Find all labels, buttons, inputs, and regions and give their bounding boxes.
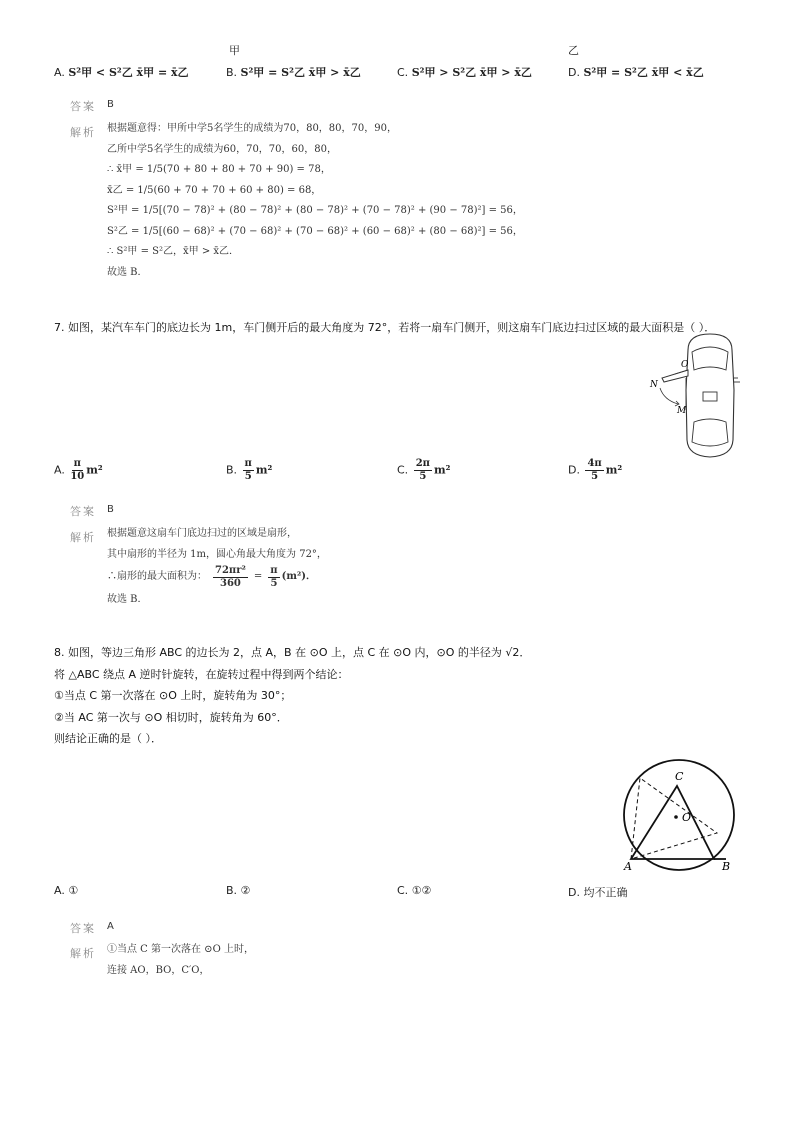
q6-option-d-text: S²甲 = S²乙 x̄甲 < x̄乙: [583, 66, 704, 79]
q6-solution-line: x̄乙 = 1/5(60 + 70 + 70 + 60 + 80) = 68，: [107, 184, 322, 196]
q8-stem-line: 则结论正确的是（ ）．: [54, 732, 162, 745]
q7-option-c[interactable]: C. $\frac{2\pi}{5}$ m²: [397, 458, 451, 482]
q8-stem-line: 将 △ABC 绕点 A 逆时针旋转，在旋转过程中得到两个结论：: [54, 667, 349, 681]
q8-option-c[interactable]: C. ①②: [397, 884, 432, 897]
circle-triangle-figure: [610, 758, 750, 878]
q6-answer: B: [107, 99, 114, 110]
q8-solution: [107, 940, 254, 981]
q7-area-rhs-frac: $\frac{\pi}{5}$: [270, 565, 278, 589]
q6-solution-line: 故选 B．: [107, 266, 148, 278]
q6-answer-label: 答案: [70, 100, 96, 113]
fig-o-label: O: [682, 811, 692, 824]
q7-solution-area-line: ∴扇形的最大面积为： $\frac{\text{72πr²}}{360}$ = $\frac{\pi}{5}$ (m²)．: [107, 565, 317, 589]
q7-solution-line: 故选 B．: [107, 594, 148, 605]
q7-solution: [107, 524, 327, 611]
q7-option-d-frac: $\frac{4\pi}{5}$: [587, 458, 602, 482]
jia-label: 甲: [229, 44, 240, 57]
car-door-figure: [640, 330, 750, 465]
fig-a-label: A: [624, 860, 632, 873]
q7-solution-line: 其中扇形的半径为 1m，圆心角最大角度为 72°，: [107, 548, 327, 560]
q7-answer-label: 答案: [70, 505, 96, 518]
q6-solution-line: ∴ x̄甲 = 1/5(70 + 80 + 80 + 70 + 90) = 78，: [107, 164, 331, 175]
q6-solution-line: 乙所中学5名学生的成绩为60，70，70，60，80，: [107, 143, 337, 155]
q8-stem-line: ②当 AC 第一次与 ⊙O 相切时，旋转角为 60°．: [54, 710, 288, 724]
q6-option-d[interactable]: D. S²甲 = S²乙 x̄甲 < x̄乙: [568, 66, 704, 79]
q8-option-b[interactable]: B. ②: [226, 884, 251, 897]
q6-solution-line: S²乙 = 1/5[(60 − 68)² + (70 − 68)² + (70 − 68)² + (60 − 68)² + (80 − 68)²] = 56，: [107, 225, 523, 237]
q7-option-b[interactable]: B. $\frac{\pi}{5}$ m²: [226, 458, 273, 482]
q6-solution-line: ∴ S²甲 = S²乙，x̄甲 > x̄乙．: [107, 246, 240, 257]
q8-option-a[interactable]: A. ①: [54, 884, 79, 897]
q6-option-a-text: S²甲 < S²乙 x̄甲 = x̄乙: [68, 66, 189, 79]
fig-o-label: O: [681, 360, 689, 370]
q7-analysis-label: 解析: [70, 531, 96, 544]
q8-stem-line: 8. 如图，等边三角形 ABC 的边长为 2，点 A，B 在 ⊙O 上，点 C 在 ⊙O 内，⊙O 的半径为 √2．: [54, 646, 531, 659]
q8-solution-line: ①当点 C 第一次落在 ⊙O 上时，: [107, 944, 254, 955]
q8-analysis-label: 解析: [70, 947, 96, 960]
q7-option-a[interactable]: A. $\frac{\pi}{10}$ m²: [54, 458, 103, 482]
q6-option-b-text: S²甲 = S²乙 x̄甲 > x̄乙: [240, 66, 361, 79]
q8-answer-label: 答案: [70, 922, 96, 935]
q8-stem-line: ①当点 C 第一次落在 ⊙O 上时，旋转角为 30°；: [54, 689, 292, 702]
q6-solution-line: S²甲 = 1/5[(70 − 78)² + (80 − 78)² + (80 − 78)² + (70 − 78)² + (90 − 78)²] = 56，: [107, 205, 523, 216]
q6-solution: [107, 119, 523, 283]
q7-option-c-frac: $\frac{2\pi}{5}$: [415, 458, 430, 482]
yi-label: 乙: [568, 44, 579, 57]
q7-option-a-frac: $\frac{\pi}{10}$: [70, 458, 85, 482]
fig-m-label: M: [677, 406, 687, 416]
q7-stem: 7. 如图，某汽车车门的底边长为 1m，车门侧开后的最大角度为 72°，若将一扇车门侧开，则这扇车门底边扫过区域的最大面积是（ ）．: [54, 321, 716, 334]
q7-answer: B: [107, 504, 114, 515]
q7-area-frac: $\frac{\text{72πr²}}{360}$: [215, 565, 246, 589]
q7-option-b-frac: $\frac{\pi}{5}$: [244, 458, 252, 482]
q6-option-a[interactable]: A. S²甲 < S²乙 x̄甲 = x̄乙: [54, 66, 189, 79]
fig-c-label: C: [675, 770, 684, 783]
q6-option-c-text: S²甲 > S²乙 x̄甲 > x̄乙: [411, 66, 532, 79]
fig-n-label: N: [650, 380, 658, 390]
q6-option-b[interactable]: B. S²甲 = S²乙 x̄甲 > x̄乙: [226, 66, 361, 79]
q8-solution-line: 连接 AO，BO，C′O，: [107, 964, 210, 976]
q8-stem: [54, 642, 530, 750]
q6-solution-line: 根据题意得：甲所中学5名学生的成绩为70，80，80，70，90，: [107, 123, 397, 134]
q7-solution-line: 根据题意这扇车门底边扫过的区域是扇形，: [107, 528, 297, 539]
q8-option-d[interactable]: D. 均不正确: [568, 886, 628, 899]
q6-analysis-label: 解析: [70, 126, 96, 139]
fig-b-label: B: [722, 860, 731, 873]
q8-answer: A: [107, 921, 114, 932]
q6-option-c[interactable]: C. S²甲 > S²乙 x̄甲 > x̄乙: [397, 66, 532, 79]
q7-option-d[interactable]: D. $\frac{4\pi}{5}$ m²: [568, 458, 623, 482]
